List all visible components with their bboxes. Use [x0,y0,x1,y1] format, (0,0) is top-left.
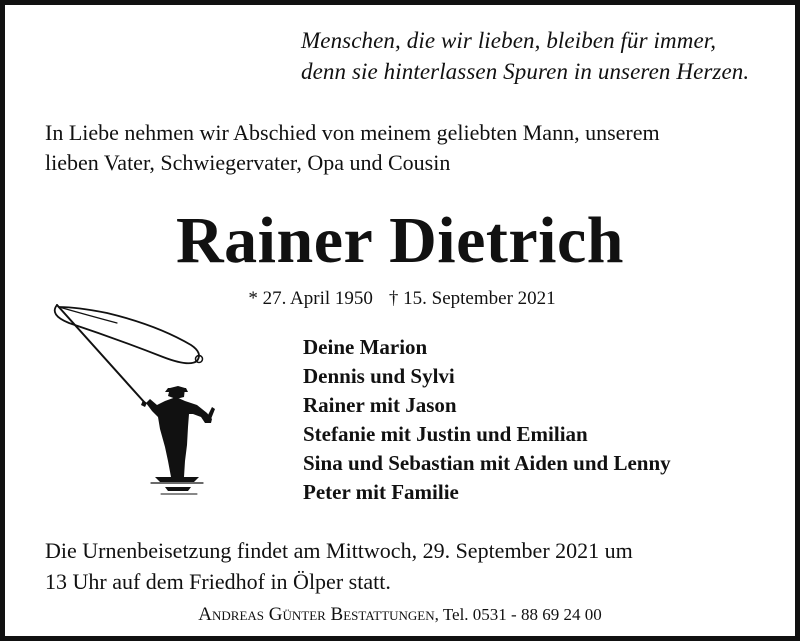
intro-line-2: lieben Vater, Schwiegervater, Opa und Cousin [45,150,451,175]
mourner-item: Rainer mit Jason [303,393,457,417]
undertaker-name: Andreas Günter Bestattungen [198,604,435,625]
motto-quote [301,25,749,87]
birth-date: * 27. April 1950 [248,288,373,309]
mourner-item: Dennis und Sylvi [303,364,455,388]
mourner-item: Stefanie mit Justin und Emilian [303,422,588,446]
deceased-name: Rainer Dietrich [175,204,624,277]
fly-fisherman-icon [47,297,253,497]
mourner-item: Deine Marion [303,335,428,359]
motto-line-1: Menschen, die wir lieben, bleiben für immer, [301,28,717,53]
undertaker-phone: , Tel. 0531 - 88 69 24 00 [434,605,602,624]
motto-line-2: denn sie hinterlassen Spuren in unseren Herzen. [301,59,750,84]
intro-text [45,118,765,178]
intro-line-1: In Liebe nehmen wir Abschied von meinem geliebten Mann, unserem [45,120,660,145]
death-date: † 15. September 2021 [388,288,556,309]
funeral-line-1: Die Urnenbeisetzung findet am Mittwoch, 29. September 2021 um [45,538,633,563]
funeral-line-2: 13 Uhr auf dem Friedhof in Ölper statt. [45,569,391,594]
mourners-list [303,333,671,507]
funeral-info [45,535,765,597]
mourner-item: Peter mit Familie [303,480,459,504]
mourner-item: Sina und Sebastian mit Aiden und Lenny [303,451,671,475]
undertaker-line [5,603,795,627]
